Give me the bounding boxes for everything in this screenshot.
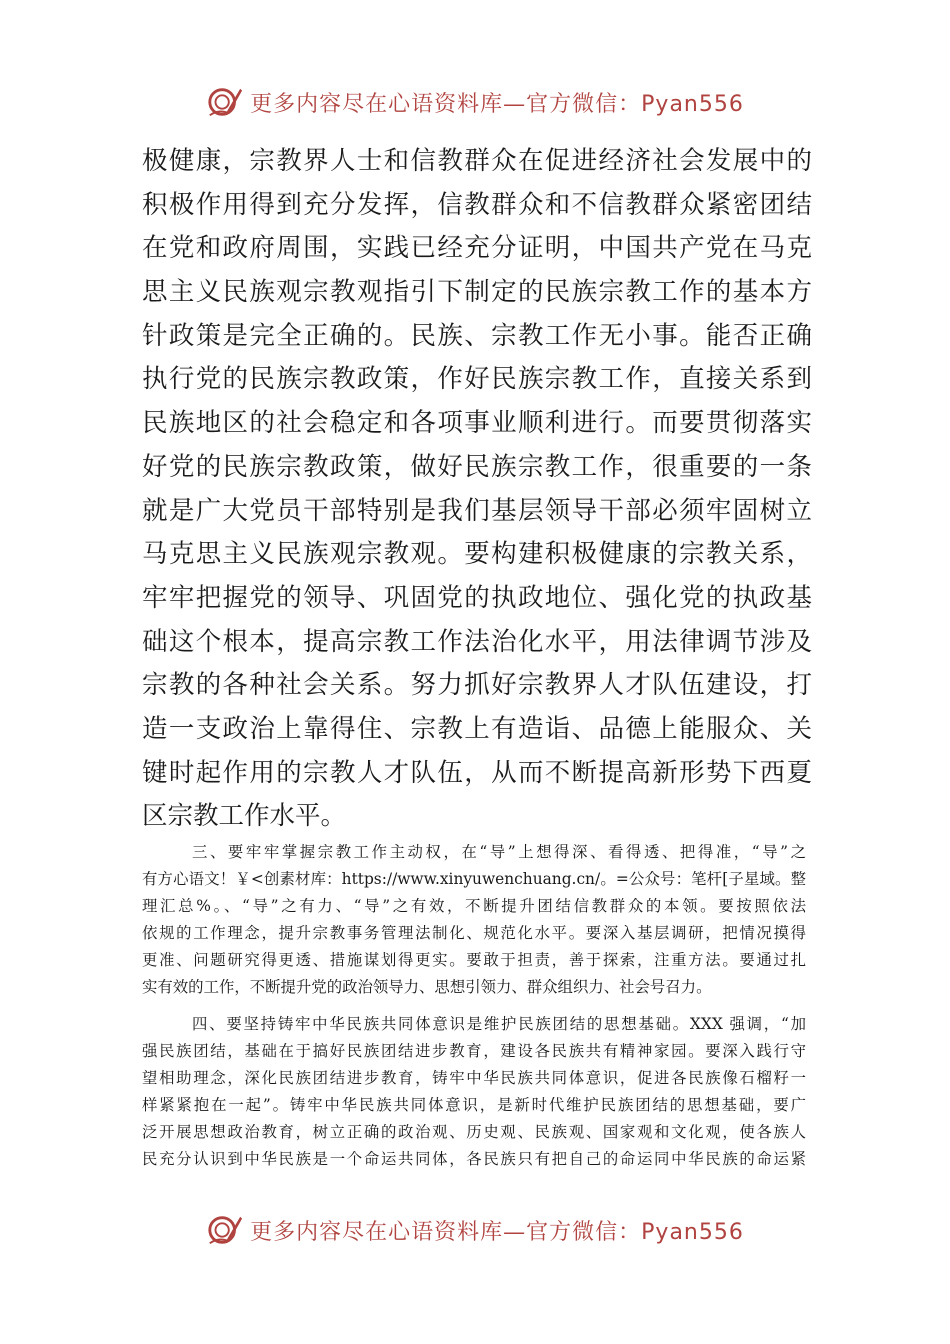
large-line: 造一支政治上靠得住、宗教上有造诣、品德上能服众、关	[142, 713, 812, 744]
footer-banner-text: 更多内容尽在心语资料库—官方微信：	[250, 1219, 642, 1245]
large-line: 积极作用得到充分发挥，信教群众和不信教群众紧密团结	[142, 189, 812, 220]
large-line: 针政策是完全正确的。民族、宗教工作无小事。能否正确	[142, 320, 812, 351]
para4-line: 望相助理念，深化民族团结进步教育，铸牢中华民族共同体意识，促进各民族像石榴籽一	[142, 1069, 806, 1087]
large-line: 牢牢把握党的领导、巩固党的执政地位、强化党的执政基	[142, 582, 812, 613]
large-line: 键时起作用的宗教人才队伍，从而不断提高新形势下西夏	[142, 757, 812, 788]
header-banner	[0, 80, 950, 124]
para4-line: 样紧紧抱在一起”。铸牢中华民族共同体意识，是新时代维护民族团结的思想基础，要广	[142, 1096, 806, 1114]
para4-line: 民充分认识到中华民族是一个命运共同体，各民族只有把自己的命运同中华民族的命运紧	[142, 1150, 806, 1168]
large-line: 民族地区的社会稳定和各项事业顺利进行。而要贯彻落实	[142, 408, 812, 439]
para4-line: 强民族团结，基础在于搞好民族团结进步教育，建设各民族共有精神家园。要深入践行守	[142, 1042, 806, 1060]
para3-line: 理汇总%。、“导”之有力、“导”之有效，不断提升团结信教群众的本领。要按照依法	[142, 897, 806, 915]
large-line: 宗教的各种社会关系。努力抓好宗教界人才队伍建设，打	[142, 670, 812, 701]
large-line: 在党和政府周围，实践已经充分证明，中国共产党在马克	[142, 233, 812, 264]
para3-line: 依规的工作理念，提升宗教事务管理法制化、规范化水平。要深入基层调研，把情况摸得	[142, 924, 806, 942]
large-line: 极健康，宗教界人士和信教群众在促进经济社会发展中的	[142, 146, 812, 176]
header-wechat-id: Pyan556	[641, 91, 744, 117]
large-line: 区宗教工作水平。	[142, 801, 347, 832]
para3-line: 三、要牢牢掌握宗教工作主动权，在“导”上想得深、看得透、把得准，“导”之	[192, 843, 806, 861]
large-line: 好党的民族宗教政策，做好民族宗教工作，很重要的一条	[142, 451, 812, 482]
para4-line: 泛开展思想政治教育，树立正确的政治观、历史观、民族观、国家观和文化观，使各族人	[142, 1123, 806, 1141]
para3-line: 实有效的工作，不断提升党的政治领导力、思想引领力、群众组织力、社会号召力。	[142, 978, 712, 996]
large-line: 就是广大党员干部特别是我们基层领导干部必须牢固树立	[142, 495, 812, 526]
header-banner-text: 更多内容尽在心语资料库—官方微信：	[250, 91, 642, 117]
large-line: 础这个根本，提高宗教工作法治化水平，用法律调节涉及	[142, 626, 812, 657]
body-large-paragraph	[142, 140, 812, 839]
pen-circle-logo-icon	[206, 83, 244, 121]
large-line: 执行党的民族宗教政策，作好民族宗教工作，直接关系到	[142, 364, 812, 395]
footer-banner	[0, 1208, 950, 1252]
body-small-paragraphs	[142, 839, 806, 1173]
pen-circle-logo-icon	[206, 1211, 244, 1249]
para3-line: 更准、问题研究得更透、措施谋划得更实。要敢于担责，善于探索，注重方法。要通过扎	[142, 951, 806, 969]
para4-line: 四、要坚持铸牢中华民族共同体意识是维护民族团结的思想基础。XXX 强调，“加	[192, 1015, 806, 1033]
footer-wechat-id: Pyan556	[641, 1219, 744, 1245]
para3-line: 有方心语文！￥<创素材库：https://www.xinyuwenchuang.cn/。=公众号：笔杆[子星域。整	[142, 870, 806, 888]
large-line: 马克思主义民族观宗教观。要构建积极健康的宗教关系，	[142, 539, 812, 570]
large-line: 思主义民族观宗教观指引下制定的民族宗教工作的基本方	[142, 277, 812, 308]
